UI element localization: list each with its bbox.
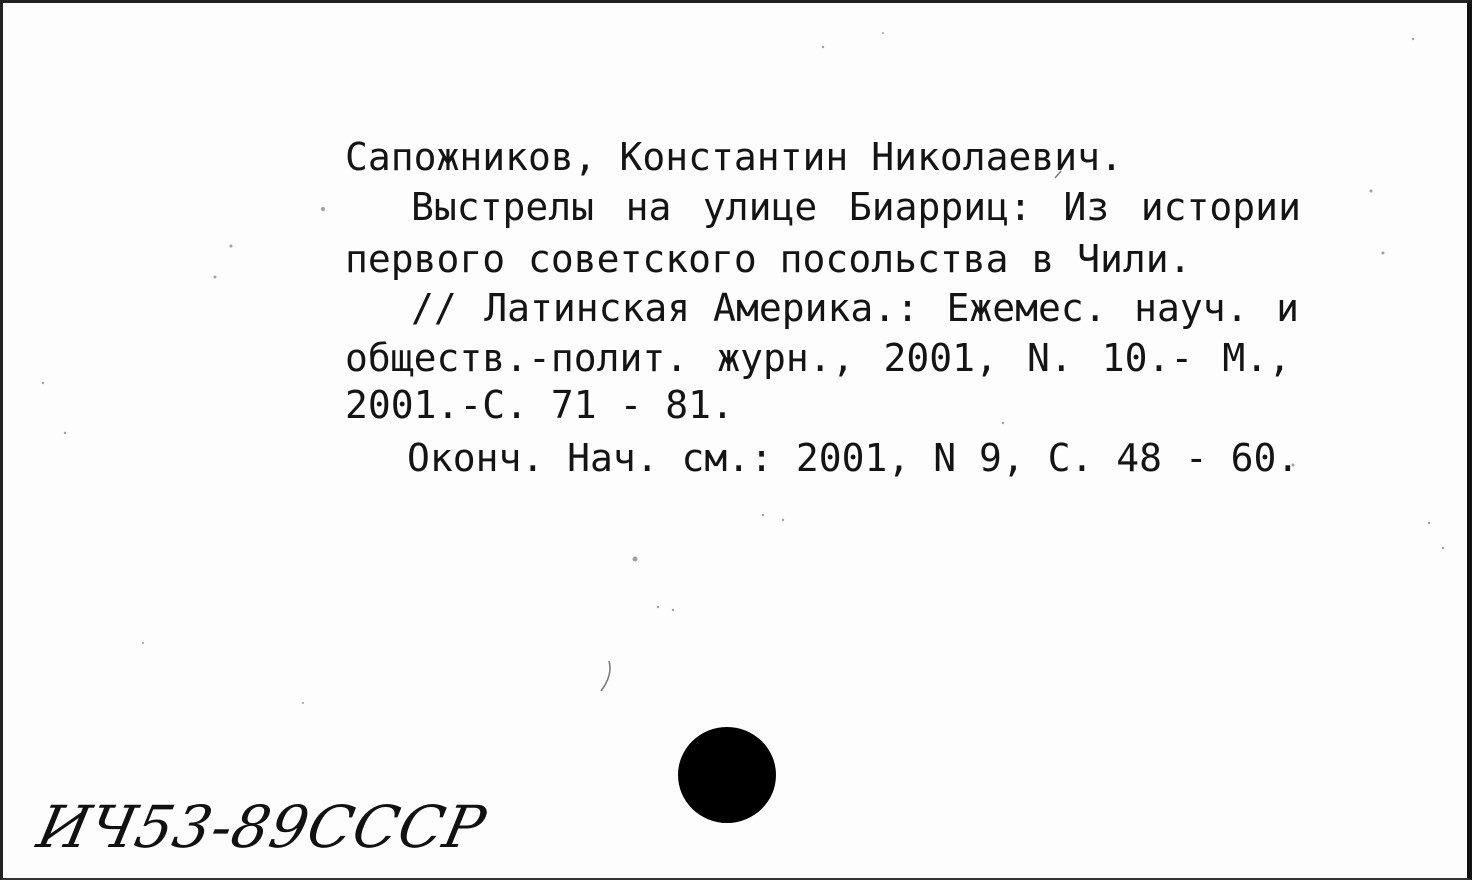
card-source-line-3: 2001.-С. 71 - 81.	[345, 383, 734, 427]
title-word: Биарриц:	[848, 185, 1032, 229]
handwritten-code: ИЧ53-89СССР	[31, 793, 493, 861]
card-note: Оконч. Нач. см.: 2001, N 9, С. 48 - 60.	[407, 436, 1300, 480]
title-word: улице	[702, 185, 818, 229]
source-word: и	[1276, 286, 1299, 330]
punch-hole	[678, 727, 776, 823]
source-word: //	[411, 286, 457, 330]
source-word: 2001,	[883, 336, 998, 380]
source-word: N.	[1026, 336, 1073, 380]
source-word: журн.,	[717, 336, 855, 380]
card-source-line-2	[345, 336, 1291, 380]
card-title-line-1	[411, 185, 1301, 229]
title-word: Из	[1063, 185, 1110, 229]
source-word: М.,	[1222, 336, 1291, 380]
title-word: на	[625, 185, 672, 229]
card-author: Сапожников, Константин Николаевич.	[345, 135, 1123, 179]
source-word: науч.	[1134, 286, 1249, 330]
card-source-line-1	[411, 286, 1299, 330]
source-word: 10.-	[1101, 336, 1194, 380]
source-word: Ежемес.	[946, 286, 1107, 330]
source-word: Латинская Америка.:	[484, 286, 919, 330]
title-word: Выстрелы	[411, 185, 595, 229]
card-title-line-2: первого советского посольства в Чили.	[345, 237, 1192, 281]
title-word: истории	[1140, 185, 1301, 229]
source-word: обществ.-полит.	[345, 336, 689, 380]
